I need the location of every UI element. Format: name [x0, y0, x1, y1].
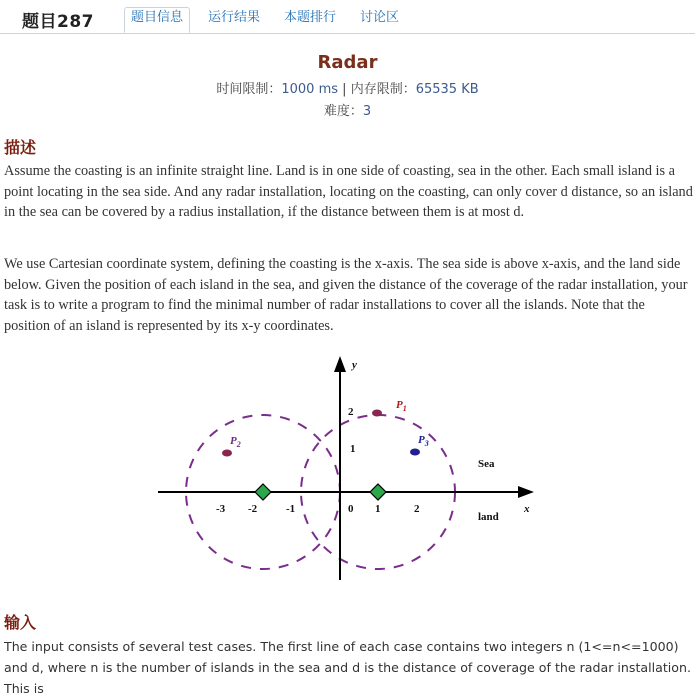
memory-limit-value: 65535 KB: [415, 82, 479, 97]
x-tick-label: 2: [414, 503, 420, 515]
land-label: land: [478, 511, 499, 523]
difficulty-line: [0, 100, 695, 119]
tab-discussion[interactable]: 讨论区: [360, 10, 400, 25]
header-bar: [0, 0, 695, 34]
description-paragraph-2: We use Cartesian coordinate system, defining the coasting is the x-axis. The sea side is above x-axis, and the land side below. Given the position of each island in the sea, and given the distance of the coverage of the radar installation, your task is to write a program to find the minimal number of radar installations to cover all the islands. Note that the position of an island is represented by its x-y coordinates.: [4, 256, 688, 334]
memory-limit-label: 内存限制：: [350, 82, 416, 97]
sea-label: Sea: [478, 458, 495, 470]
p1-label: $P_1$: [396, 399, 407, 413]
tab-ranking[interactable]: 本题排行: [284, 10, 337, 25]
problem-number-title: 题目287: [22, 12, 94, 32]
y-axis-label: y: [352, 359, 357, 371]
tab-run-results[interactable]: 运行结果: [208, 10, 261, 25]
p2-label: $P_2$: [230, 435, 241, 449]
difficulty-label: 难度：: [323, 104, 363, 119]
y-axis-arrow-icon: [334, 356, 346, 372]
difficulty-value: 3: [362, 104, 372, 119]
x-tick-label: 1: [375, 503, 381, 515]
time-limit-value: 1000 ms: [281, 82, 339, 97]
radar-installation-icon: [255, 484, 271, 500]
input-paragraph: The input consists of several test cases. The first line of each case contains two integers n (1<=n<=1000) and d, where n is the number of islands in the sea and d is the distance of coverage of the radar installation. This is: [4, 639, 691, 696]
x-tick-label: 0: [348, 503, 354, 515]
radar-figure: [150, 352, 550, 584]
radar-installation-icon: [370, 484, 386, 500]
description-paragraph-1: Assume the coasting is an infinite straight line. Land is in one side of coasting, sea in the other. Each small island is a point locating in the sea side. And any radar installation, locating on the coasting, can only cover d distance, so an island in the sea can be covered by a radius installation, if the distance between them is at most d.: [4, 163, 693, 220]
y-tick-label: 2: [348, 406, 354, 418]
x-tick-label: -3: [216, 503, 226, 515]
time-limit-label: 时间限制：: [216, 82, 282, 97]
island-p2: [222, 450, 232, 457]
problem-name: Radar: [317, 52, 378, 73]
x-tick-label: -2: [248, 503, 258, 515]
x-axis-arrow-icon: [518, 486, 534, 498]
tab-problem-info[interactable]: 题目信息: [124, 7, 190, 33]
input-heading: 输入: [4, 613, 37, 632]
description-heading: 描述: [4, 138, 37, 157]
island-p3: [410, 449, 420, 456]
y-tick-label: 1: [350, 443, 356, 455]
limits-line: [0, 78, 695, 97]
p3-label: $P_3$: [418, 434, 429, 448]
x-tick-label: -1: [286, 503, 296, 515]
limits-separator: |: [342, 82, 347, 97]
island-p1: [372, 410, 382, 417]
x-axis-label: x: [524, 503, 530, 515]
